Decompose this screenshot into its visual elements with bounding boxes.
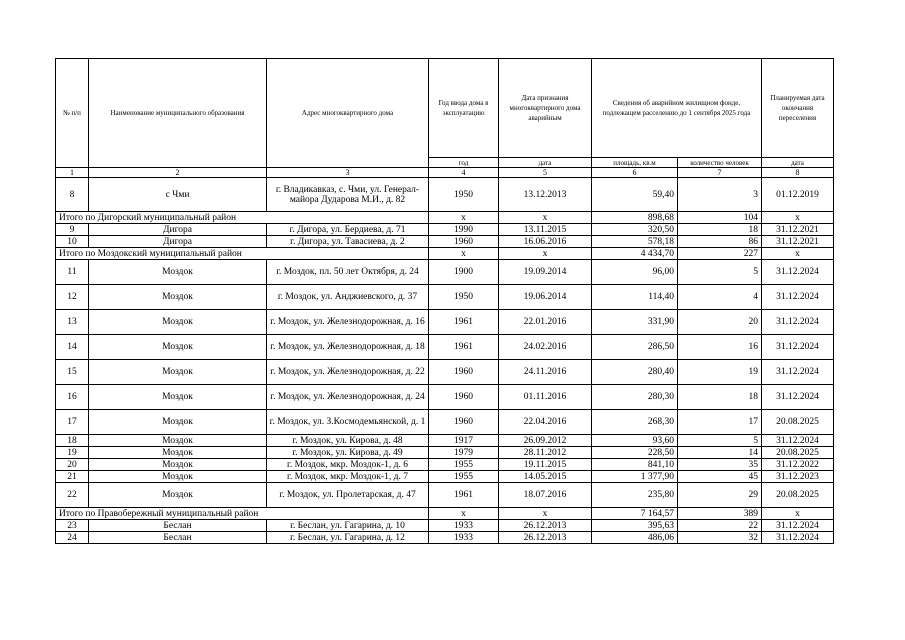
row-municipality: Беслан (89, 532, 267, 544)
unit-cell: количество человек (678, 158, 762, 168)
row-number: 21 (56, 471, 89, 483)
row-emergency-date: 26.12.2013 (499, 520, 592, 532)
row-emergency-date: 19.06.2014 (499, 285, 592, 310)
table-row (56, 260, 834, 285)
row-planned-date: 31.12.2023 (762, 471, 834, 483)
total-date: x (499, 212, 592, 224)
row-people: 4 (678, 285, 762, 310)
row-emergency-date: 24.11.2016 (499, 360, 592, 385)
row-area: 59,40 (592, 178, 678, 212)
row-municipality: Моздок (89, 459, 267, 471)
row-number: 12 (56, 285, 89, 310)
total-end: x (762, 248, 834, 260)
row-address: г. Моздок, ул. Кирова, д. 49 (267, 447, 429, 459)
total-label: Итого по Дигорский муниципальный район (56, 212, 429, 224)
row-number: 14 (56, 335, 89, 360)
row-number: 8 (56, 178, 89, 212)
row-year: 1950 (429, 285, 499, 310)
row-year: 1955 (429, 471, 499, 483)
row-area: 280,40 (592, 360, 678, 385)
row-municipality: Моздок (89, 310, 267, 335)
total-year: x (429, 248, 499, 260)
row-number: 10 (56, 236, 89, 248)
unit-cell: год (429, 158, 499, 168)
row-address: г. Беслан, ул. Гагарина, д. 10 (267, 520, 429, 532)
row-year: 1917 (429, 435, 499, 447)
row-address: г. Дигора, ул. Бердиева, д. 71 (267, 224, 429, 236)
table-row (56, 224, 834, 236)
row-number: 20 (56, 459, 89, 471)
row-municipality: Моздок (89, 435, 267, 447)
row-planned-date: 20.08.2025 (762, 410, 834, 435)
row-planned-date: 31.12.2022 (762, 459, 834, 471)
unit-cell: площадь, кв.м (592, 158, 678, 168)
row-area: 235,80 (592, 483, 678, 508)
row-emergency-date: 22.04.2016 (499, 410, 592, 435)
header-municipality: Наименование муниципального образования (89, 59, 267, 168)
header-row (56, 59, 834, 158)
column-number: 2 (89, 168, 267, 178)
row-address: г. Моздок, ул. Анджиевского, д. 37 (267, 285, 429, 310)
unit-cell: дата (499, 158, 592, 168)
row-people: 32 (678, 532, 762, 544)
column-number: 5 (499, 168, 592, 178)
row-area: 841,10 (592, 459, 678, 471)
total-label: Итого по Моздокский муниципальный район (56, 248, 429, 260)
row-address: г. Моздок, ул. Пролетарская, д. 47 (267, 483, 429, 508)
table-row (56, 410, 834, 435)
housing-table (55, 58, 834, 544)
row-area: 114,40 (592, 285, 678, 310)
total-area: 7 164,57 (592, 508, 678, 520)
column-number: 4 (429, 168, 499, 178)
total-people: 389 (678, 508, 762, 520)
row-area: 228,50 (592, 447, 678, 459)
row-emergency-date: 22.01.2016 (499, 310, 592, 335)
row-municipality: Моздок (89, 410, 267, 435)
row-planned-date: 31.12.2024 (762, 435, 834, 447)
row-number: 19 (56, 447, 89, 459)
table-row (56, 285, 834, 310)
row-emergency-date: 19.11.2015 (499, 459, 592, 471)
row-year: 1979 (429, 447, 499, 459)
row-municipality: Беслан (89, 520, 267, 532)
row-emergency-date: 28.11.2012 (499, 447, 592, 459)
row-municipality: Моздок (89, 447, 267, 459)
row-number: 22 (56, 483, 89, 508)
row-address: г. Моздок, ул. Железнодорожная, д. 18 (267, 335, 429, 360)
total-label: Итого по Правобережный муниципальный район (56, 508, 429, 520)
row-municipality: Моздок (89, 471, 267, 483)
table-row (56, 236, 834, 248)
row-year: 1990 (429, 224, 499, 236)
row-number: 9 (56, 224, 89, 236)
row-municipality: Дигора (89, 236, 267, 248)
row-area: 578,18 (592, 236, 678, 248)
row-year: 1933 (429, 532, 499, 544)
row-planned-date: 31.12.2024 (762, 532, 834, 544)
total-year: x (429, 508, 499, 520)
row-area: 268,30 (592, 410, 678, 435)
row-people: 18 (678, 224, 762, 236)
row-planned-date: 31.12.2021 (762, 224, 834, 236)
table-row (56, 459, 834, 471)
row-number: 17 (56, 410, 89, 435)
row-people: 86 (678, 236, 762, 248)
row-address: г. Моздок, ул. Кирова, д. 48 (267, 435, 429, 447)
row-area: 395,63 (592, 520, 678, 532)
unit-cell: дата (762, 158, 834, 168)
table-row (56, 385, 834, 410)
row-number: 13 (56, 310, 89, 335)
table-row (56, 178, 834, 212)
total-year: x (429, 212, 499, 224)
row-year: 1960 (429, 410, 499, 435)
row-year: 1960 (429, 385, 499, 410)
row-emergency-date: 14.05.2015 (499, 471, 592, 483)
row-area: 486,06 (592, 532, 678, 544)
total-area: 4 434,70 (592, 248, 678, 260)
total-row (56, 248, 834, 260)
row-planned-date: 31.12.2024 (762, 385, 834, 410)
row-emergency-date: 18.07.2016 (499, 483, 592, 508)
table-row (56, 310, 834, 335)
column-number: 7 (678, 168, 762, 178)
row-area: 331,90 (592, 310, 678, 335)
column-number: 3 (267, 168, 429, 178)
header-planned-date: Планируемая дата окончания переселения (762, 59, 834, 158)
row-municipality: Дигора (89, 224, 267, 236)
total-end: x (762, 212, 834, 224)
row-planned-date: 31.12.2024 (762, 520, 834, 532)
row-people: 20 (678, 310, 762, 335)
header-housing-info: Сведения об аварийном жилищном фонде, подлежащем расселению до 1 сентября 2025 года (592, 59, 762, 158)
row-people: 14 (678, 447, 762, 459)
row-municipality: Моздок (89, 360, 267, 385)
row-people: 19 (678, 360, 762, 385)
total-end: x (762, 508, 834, 520)
row-year: 1950 (429, 178, 499, 212)
row-planned-date: 31.12.2024 (762, 285, 834, 310)
table-row (56, 335, 834, 360)
row-area: 286,50 (592, 335, 678, 360)
row-year: 1961 (429, 335, 499, 360)
table-row (56, 471, 834, 483)
column-number: 6 (592, 168, 678, 178)
row-planned-date: 31.12.2024 (762, 310, 834, 335)
row-address: г. Моздок, ул. Железнодорожная, д. 24 (267, 385, 429, 410)
row-number: 18 (56, 435, 89, 447)
header-year: Год ввода дома в эксплуатацию (429, 59, 499, 158)
table-row (56, 447, 834, 459)
header-number: № п/п (56, 59, 89, 168)
row-emergency-date: 19.09.2014 (499, 260, 592, 285)
row-number: 15 (56, 360, 89, 385)
row-year: 1933 (429, 520, 499, 532)
row-emergency-date: 24.02.2016 (499, 335, 592, 360)
row-people: 22 (678, 520, 762, 532)
row-emergency-date: 26.12.2013 (499, 532, 592, 544)
row-address: г. Моздок, мкр. Моздок-1, д. 7 (267, 471, 429, 483)
column-number: 8 (762, 168, 834, 178)
total-row (56, 212, 834, 224)
row-year: 1900 (429, 260, 499, 285)
column-numbers-row (56, 168, 834, 178)
row-address: г. Моздок, пл. 50 лет Октября, д. 24 (267, 260, 429, 285)
row-planned-date: 20.08.2025 (762, 483, 834, 508)
header-address: Адрес многоквартирного дома (267, 59, 429, 168)
row-emergency-date: 13.12.2013 (499, 178, 592, 212)
row-people: 5 (678, 260, 762, 285)
row-planned-date: 31.12.2024 (762, 260, 834, 285)
row-people: 3 (678, 178, 762, 212)
row-municipality: Моздок (89, 385, 267, 410)
row-number: 11 (56, 260, 89, 285)
row-address: г. Моздок, мкр. Моздок-1, д. 6 (267, 459, 429, 471)
total-area: 898,68 (592, 212, 678, 224)
row-emergency-date: 01.11.2016 (499, 385, 592, 410)
row-people: 29 (678, 483, 762, 508)
total-row (56, 508, 834, 520)
row-year: 1961 (429, 483, 499, 508)
row-number: 24 (56, 532, 89, 544)
row-municipality: Моздок (89, 260, 267, 285)
row-number: 23 (56, 520, 89, 532)
row-emergency-date: 26.09.2012 (499, 435, 592, 447)
row-planned-date: 31.12.2024 (762, 360, 834, 385)
row-area: 1 377,90 (592, 471, 678, 483)
table-row (56, 360, 834, 385)
row-people: 45 (678, 471, 762, 483)
row-address: г. Беслан, ул. Гагарина, д. 12 (267, 532, 429, 544)
row-emergency-date: 16.06.2016 (499, 236, 592, 248)
row-planned-date: 20.08.2025 (762, 447, 834, 459)
row-planned-date: 31.12.2021 (762, 236, 834, 248)
total-people: 104 (678, 212, 762, 224)
row-planned-date: 01.12.2019 (762, 178, 834, 212)
row-municipality: Моздок (89, 285, 267, 310)
row-people: 17 (678, 410, 762, 435)
row-area: 96,00 (592, 260, 678, 285)
total-date: x (499, 248, 592, 260)
row-number: 16 (56, 385, 89, 410)
row-address: г. Дигора, ул. Тавасиева, д. 2 (267, 236, 429, 248)
row-area: 93,60 (592, 435, 678, 447)
row-year: 1960 (429, 236, 499, 248)
row-emergency-date: 13.11.2015 (499, 224, 592, 236)
row-year: 1961 (429, 310, 499, 335)
row-people: 35 (678, 459, 762, 471)
column-number: 1 (56, 168, 89, 178)
total-people: 227 (678, 248, 762, 260)
table-row (56, 532, 834, 544)
row-area: 280,30 (592, 385, 678, 410)
row-municipality: Моздок (89, 335, 267, 360)
row-address: г. Владикавказ, с. Чми, ул. Генерал-майора Дударова М.И., д. 82 (267, 178, 429, 212)
table-row (56, 483, 834, 508)
row-address: г. Моздок, ул. Железнодорожная, д. 16 (267, 310, 429, 335)
row-people: 18 (678, 385, 762, 410)
row-year: 1960 (429, 360, 499, 385)
row-municipality: с Чми (89, 178, 267, 212)
table-row (56, 435, 834, 447)
row-people: 5 (678, 435, 762, 447)
table-row (56, 520, 834, 532)
row-area: 320,50 (592, 224, 678, 236)
row-municipality: Моздок (89, 483, 267, 508)
total-date: x (499, 508, 592, 520)
row-year: 1955 (429, 459, 499, 471)
row-people: 16 (678, 335, 762, 360)
header-emergency-date: Дата признания многоквартирного дома аварийным (499, 59, 592, 158)
row-address: г. Моздок, ул. Железнодорожная, д. 22 (267, 360, 429, 385)
row-planned-date: 31.12.2024 (762, 335, 834, 360)
row-address: г. Моздок, ул. З.Космодемьянской, д. 1 (267, 410, 429, 435)
